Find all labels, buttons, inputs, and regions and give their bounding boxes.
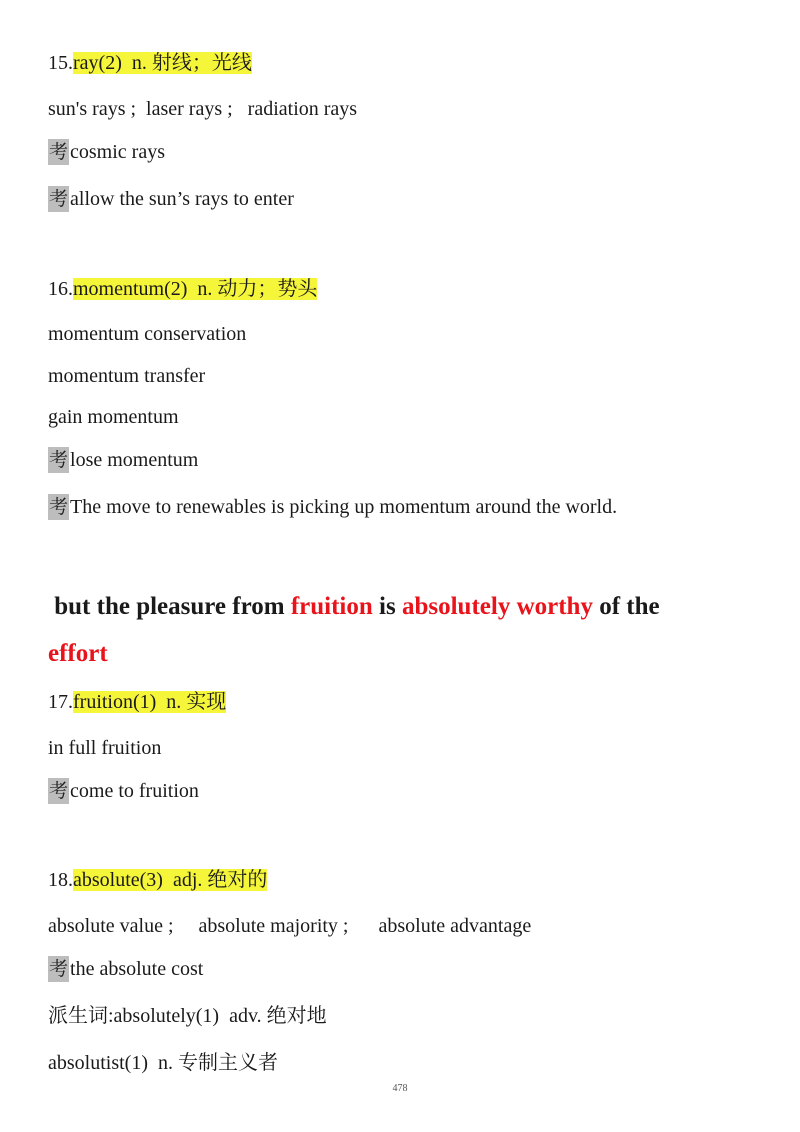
phrase-line: in full fruition bbox=[48, 737, 162, 759]
exam-phrase: The move to renewables is picking up momentum around the world. bbox=[70, 496, 618, 518]
entry-headword: absolute(3) adj. 绝对的 bbox=[73, 869, 268, 891]
entry-headword: ray(2) n. 射线；光线 bbox=[73, 52, 252, 74]
entry-15-heading bbox=[48, 50, 252, 76]
exam-phrase-line bbox=[48, 778, 199, 804]
entry-18-heading bbox=[48, 867, 267, 893]
exam-phrase-line bbox=[48, 186, 294, 212]
sentence-text: of the bbox=[592, 593, 660, 620]
sentence-keyword: absolutely worthy bbox=[401, 593, 593, 620]
phrase-line: momentum transfer bbox=[48, 365, 206, 387]
entry-number: 18. bbox=[48, 869, 73, 891]
exam-phrase: cosmic rays bbox=[70, 141, 165, 163]
entry-number: 17. bbox=[48, 691, 73, 713]
entry-17-heading bbox=[48, 689, 226, 715]
exam-phrase-line bbox=[48, 447, 198, 473]
sentence-keyword: effort bbox=[48, 640, 108, 667]
exam-marker: 考 bbox=[49, 141, 69, 163]
entry-16-heading bbox=[48, 276, 317, 302]
exam-marker: 考 bbox=[49, 780, 69, 802]
exam-phrase: lose momentum bbox=[70, 449, 199, 471]
derivative-line: absolutist(1) n. 专制主义者 bbox=[48, 1052, 278, 1074]
sentence-text: but the pleasure from bbox=[48, 593, 291, 620]
exam-marker: 考 bbox=[49, 188, 69, 210]
exam-phrase-line bbox=[48, 956, 203, 982]
exam-phrase: come to fruition bbox=[70, 780, 199, 802]
exam-marker: 考 bbox=[49, 449, 69, 471]
entry-number: 16. bbox=[48, 278, 73, 300]
phrase-line: gain momentum bbox=[48, 406, 179, 428]
exam-phrase-line bbox=[48, 494, 617, 520]
entry-headword: fruition(1) n. 实现 bbox=[73, 691, 227, 713]
phrase-line: sun's rays ; laser rays ; radiation rays bbox=[48, 98, 358, 120]
entry-headword: momentum(2) n. 动力；势头 bbox=[73, 278, 318, 300]
exam-phrase-line bbox=[48, 139, 165, 165]
sentence-text: is bbox=[372, 593, 402, 620]
exam-marker: 考 bbox=[49, 496, 69, 518]
exam-phrase: allow the sun’s rays to enter bbox=[70, 188, 294, 210]
example-sentence-line-1 bbox=[48, 592, 660, 622]
page-number: 478 bbox=[392, 1083, 408, 1094]
exam-phrase: the absolute cost bbox=[70, 958, 204, 980]
derivative-line: 派生词:absolutely(1) adv. 绝对地 bbox=[48, 1005, 327, 1027]
phrase-line: absolute value ; absolute majority ; absolute advantage bbox=[48, 915, 532, 937]
entry-number: 15. bbox=[48, 52, 73, 74]
example-sentence-line-2 bbox=[48, 639, 108, 669]
exam-marker: 考 bbox=[49, 958, 69, 980]
sentence-keyword: fruition bbox=[290, 593, 373, 620]
phrase-line: momentum conservation bbox=[48, 323, 247, 345]
